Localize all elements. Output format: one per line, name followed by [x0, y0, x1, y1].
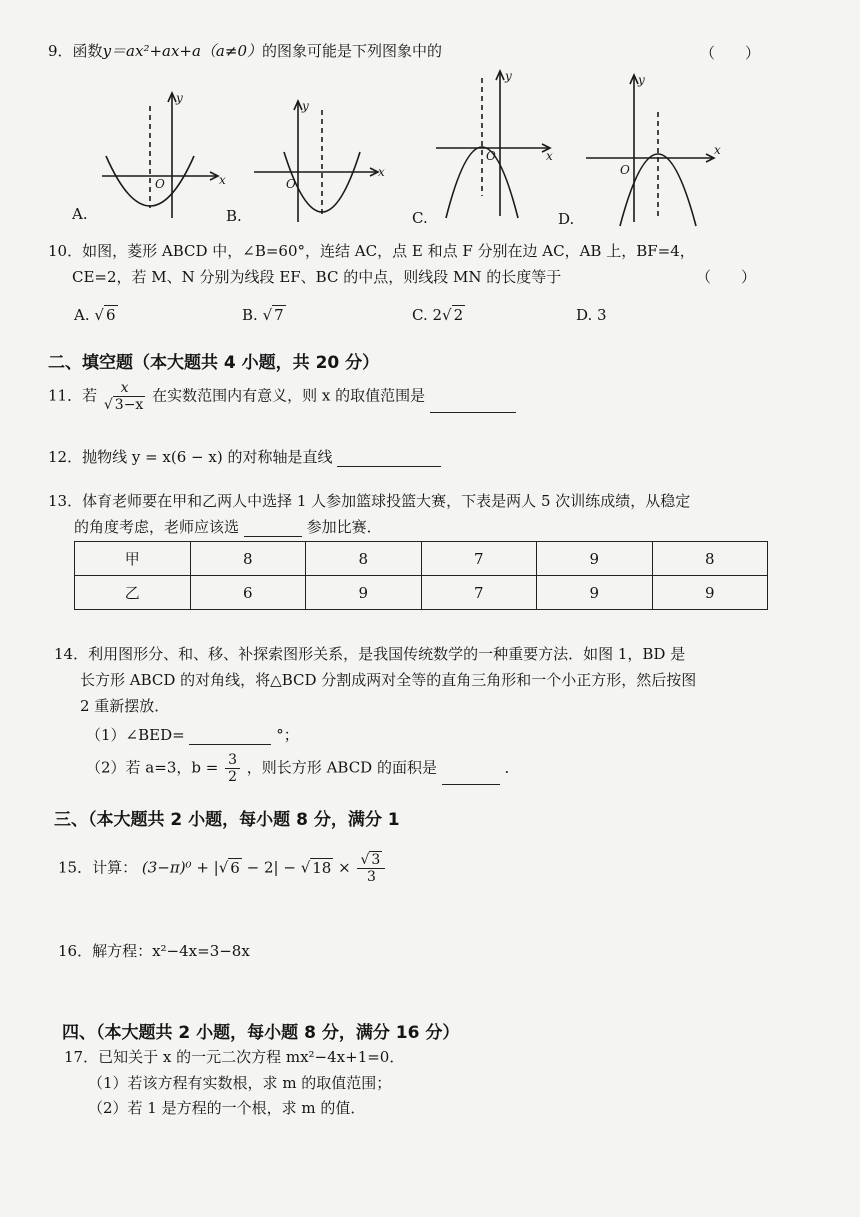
- q15-frac-num-radicand: 3: [371, 852, 381, 868]
- q14-sub1: [86, 724, 299, 745]
- q9-text-b: 的图象可能是下列图象中的: [262, 42, 443, 60]
- q13-answer-blank[interactable]: [244, 520, 302, 537]
- q11-number: 11．若: [48, 386, 98, 405]
- graph-a-x-label: x: [219, 173, 226, 187]
- q9-option-b: B.: [226, 207, 242, 225]
- q10-option-c: C. 2√ 2: [412, 306, 464, 324]
- q9-number: 9．: [48, 42, 73, 60]
- q17-line1: 17．已知关于 x 的一元二次方程 mx²−4x+1=0．: [64, 1048, 405, 1066]
- q9-stem: [48, 40, 442, 61]
- q14-sub2-num: 3: [225, 752, 240, 769]
- q15: 15．计算： (3−π)⁰ + |√ 6 − 2| − √ 18 × $\frac{√ 3}{3}$: [58, 852, 387, 885]
- q14-sub2: [86, 752, 520, 785]
- graph-c-y-label: y: [505, 69, 512, 83]
- table-row: [75, 542, 768, 576]
- graph-a-y-label: y: [176, 91, 183, 105]
- table-cell: 6: [190, 576, 306, 610]
- graph-a-origin: O: [155, 177, 165, 191]
- q14-sub1-a: （1）∠BED=: [86, 726, 185, 744]
- q9-text-a: 函数: [72, 42, 103, 60]
- q14-sub1-b: °；: [276, 726, 299, 744]
- q10-option-c-label: C.: [412, 306, 428, 324]
- graph-b-y-label: y: [302, 99, 309, 113]
- q15-frac-num: √ 3: [357, 852, 385, 869]
- q12-answer-blank[interactable]: [337, 450, 441, 467]
- q14-line3: 2 重新摆放．: [80, 697, 170, 715]
- q10-line1: 10．如图，菱形 ABCD 中，∠B=60°，连结 AC，点 E 和点 F 分别在边 AC，AB 上，BF=4，: [48, 242, 695, 260]
- q10-option-d: [576, 306, 607, 324]
- table-cell: 9: [537, 542, 653, 576]
- q9-graph-a: [98, 88, 233, 220]
- q13-score-table: [74, 541, 768, 610]
- graph-b-origin: O: [286, 177, 296, 191]
- graph-d-y-label: y: [638, 73, 645, 87]
- section-3-title: 三、（本大题共 2 小题，每小题 8 分，满分 1: [54, 810, 400, 830]
- q11: [48, 380, 516, 413]
- q10-answer-paren: （ ）: [696, 268, 757, 286]
- q17-sub2: （2）若 1 是方程的一个根，求 m 的值．: [88, 1099, 366, 1117]
- q14-sub2-den: 2: [228, 769, 238, 786]
- q14-sub2-fraction: [225, 752, 240, 785]
- q12-text: 12．抛物线 y = x(6 − x) 的对称轴是直线: [48, 448, 333, 466]
- q9-option-c: C.: [412, 209, 428, 227]
- table-cell: 9: [537, 576, 653, 610]
- graph-c-x-label: x: [546, 149, 553, 163]
- q16-text: 16．解方程：x²−4x=3−8x: [58, 942, 250, 960]
- q15-part1: (3−π)⁰ + |: [141, 858, 219, 877]
- q11-numerator: x: [118, 380, 132, 397]
- q11-answer-blank[interactable]: [430, 396, 516, 413]
- table-cell: 7: [421, 576, 537, 610]
- graph-c-parabola: [446, 147, 518, 218]
- q15-radicand-2: 18: [312, 858, 332, 877]
- section-4-title: 四、（本大题共 2 小题，每小题 8 分，满分 16 分）: [62, 1023, 460, 1043]
- q14-line1: 14．利用图形分、和、移、补探索图形关系，是我国传统数学的一种重要方法．如图 1，BD 是: [54, 645, 686, 663]
- q14-line2: 长方形 ABCD 的对角线，将△BCD 分割成两对全等的直角三角形和一个小正方形，然后按图: [80, 671, 697, 689]
- table-cell: 9: [652, 576, 768, 610]
- q14-sub2-c: ．: [504, 758, 520, 777]
- q15-part2: − 2| −: [246, 858, 296, 877]
- q14-sub2-b: ，则长方形 ABCD 的面积是: [246, 758, 437, 777]
- table-cell: 7: [421, 542, 537, 576]
- graph-b-x-label: x: [378, 165, 385, 179]
- q14-sub2-a: （2）若 a=3，b =: [86, 758, 219, 777]
- table-cell: 8: [190, 542, 306, 576]
- q14-sub2-blank[interactable]: [442, 768, 500, 785]
- q11-den-radicand: 3−x: [114, 397, 144, 414]
- q10-option-b: B. √ 7: [242, 306, 284, 324]
- q14-sub1-blank[interactable]: [189, 728, 271, 745]
- q9-graph-b: [252, 96, 392, 224]
- q10-line2: CE=2，若 M、N 分别为线段 EF、BC 的中点，则线段 MN 的长度等于: [72, 268, 562, 286]
- q15-fraction: [357, 852, 385, 885]
- q12: [48, 446, 441, 467]
- q11-fraction: [104, 380, 145, 413]
- section-2-title: 二、填空题（本大题共 4 小题，共 20 分）: [48, 353, 380, 373]
- table-cell-name: 乙: [75, 576, 191, 610]
- table-row: [75, 576, 768, 610]
- q13-line2-b: 参加比赛．: [306, 518, 382, 536]
- graph-c-origin: O: [486, 149, 496, 163]
- table-cell: 8: [306, 542, 422, 576]
- q10-option-c-radicand: 2: [453, 306, 464, 324]
- q15-part3: ×: [338, 858, 351, 877]
- graph-d-origin: O: [620, 163, 630, 177]
- q9-answer-paren: （ ）: [700, 44, 761, 62]
- q10-option-d-value: 3: [597, 306, 607, 324]
- q9-graph-d: [584, 70, 724, 230]
- q11-denominator: √ 3−x: [103, 397, 144, 414]
- q9-graph-c: [432, 66, 567, 226]
- q9-option-a: A.: [72, 205, 88, 223]
- table-cell: 9: [306, 576, 422, 610]
- q9-formula: y＝ax²+ax+a（a≠0）: [102, 42, 262, 60]
- q10-option-b-label: B.: [242, 306, 258, 324]
- q17-sub1: （1）若该方程有实数根，求 m 的取值范围；: [88, 1074, 392, 1092]
- q10-option-c-coef: 2: [432, 306, 443, 324]
- q10-option-d-label: D.: [576, 306, 593, 324]
- q10-option-a-label: A.: [74, 306, 90, 324]
- q15-radicand-1: 6: [230, 858, 240, 877]
- q13-line2: [74, 516, 382, 537]
- q9-option-d: D.: [558, 210, 575, 228]
- q13-line1: 13．体育老师要在甲和乙两人中选择 1 人参加篮球投篮大赛，下表是两人 5 次训练成绩，从稳定: [48, 492, 691, 510]
- q13-line2-a: 的角度考虑，老师应该选: [74, 518, 240, 536]
- q10-option-b-radicand: 7: [274, 306, 284, 324]
- graph-d-x-label: x: [714, 143, 721, 157]
- q10-option-a: A. √ 6: [74, 306, 116, 324]
- q10-option-a-radicand: 6: [105, 306, 116, 324]
- q15-label: 15．计算：: [58, 858, 138, 877]
- table-cell: 8: [652, 542, 768, 576]
- q15-frac-den: 3: [366, 869, 376, 886]
- table-cell-name: 甲: [75, 542, 191, 576]
- q11-text: 在实数范围内有意义，则 x 的取值范围是: [152, 386, 426, 405]
